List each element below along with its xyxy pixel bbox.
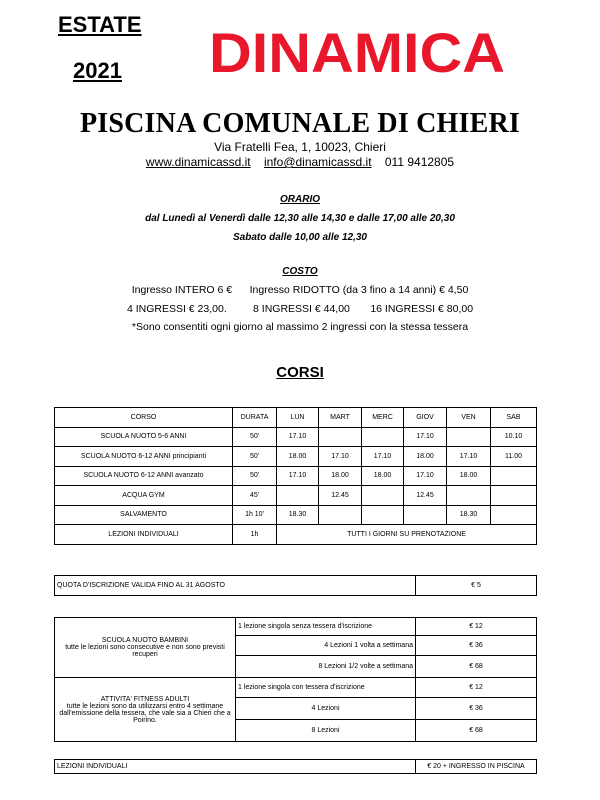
individual-schedule: TUTTI I GIORNI SU PRENOTAZIONE [277,525,537,545]
col-header: MART [319,408,362,428]
col-header: LUN [277,408,319,428]
table-cell: 1h 10' [233,505,277,525]
table-cell: 50' [233,466,277,486]
quota-row [55,576,537,596]
table-cell [277,486,319,506]
costo-heading: COSTO [282,266,318,277]
corsi-heading: CORSI [276,364,324,381]
orario-heading: ORARIO [280,194,320,205]
option-label: 8 Lezioni [236,720,416,742]
col-header: MERC [362,408,404,428]
table-cell: 18.30 [447,505,491,525]
costo-8-ingressi: 8 INGRESSI € 44,00 [253,303,350,315]
orario-saturday: Sabato dalle 10,00 alle 12,30 [233,232,367,243]
table-cell: 18.00 [362,466,404,486]
prices-table [54,575,537,774]
table-cell [319,505,362,525]
course-name: SCUOLA NUOTO 6-12 ANNI principianti [55,447,233,467]
website-link[interactable]: www.dinamicassd.it [145,155,251,169]
contact-line [0,155,600,169]
table-cell: 17.10 [404,466,447,486]
bambini-desc: tutte le lezioni sono consecutive e non sono previsti recuperi [65,644,225,658]
course-name: SALVAMENTO [55,505,233,525]
table-cell: 17.10 [277,466,319,486]
quota-price: € 5 [416,576,537,596]
col-header: GIOV [404,408,447,428]
costo-ridotto: Ingresso RIDOTTO (da 3 fino a 14 anni) € 4,50 [249,284,469,296]
individual-price-row [55,760,537,774]
table-cell: 10.10 [491,427,537,447]
table-cell [362,427,404,447]
option-price: € 12 [416,618,537,636]
table-cell: 17.10 [447,447,491,467]
table-cell [362,505,404,525]
table-cell: 18.00 [319,466,362,486]
course-name: SCUOLA NUOTO 6-12 ANNI avanzato [55,466,233,486]
page-title: PISCINA COMUNALE DI CHIERI [79,108,521,139]
costo-16-ingressi: 16 INGRESSI € 80,00 [370,303,474,315]
table-cell [362,486,404,506]
orario-weekdays: dal Lunedì al Venerdì dalle 12,30 alle 14,30 e dalle 17,00 alle 20,30 [145,213,455,224]
season-label: ESTATE [58,12,142,37]
table-cell: 1h [233,525,277,545]
table-cell [447,427,491,447]
table-row [55,427,537,447]
adulti-title: ATTIVITA' FITNESS ADULTI [100,695,190,703]
address: Via Fratelli Fea, 1, 10023, Chieri [214,140,386,154]
option-label: 1 lezione singola senza tessera d'iscrizione [236,618,416,636]
table-cell [447,486,491,506]
option-price: € 68 [416,656,537,678]
option-price: € 12 [416,678,537,698]
option-price: € 36 [416,698,537,720]
table-cell [404,505,447,525]
table-cell [319,427,362,447]
option-label: 4 Lezioni 1 volta a settimana [236,636,416,656]
table-row [55,447,537,467]
option-label: 8 Lezioni 1/2 volte a settimana [236,656,416,678]
phone-number: 011 9412805 [384,155,455,169]
table-row [55,505,537,525]
col-header: CORSO [55,408,233,428]
table-cell: 18.00 [404,447,447,467]
costo-line2 [0,303,600,315]
table-cell: 50' [233,427,277,447]
option-price: € 36 [416,636,537,656]
course-name: LEZIONI INDIVIDUALI [55,525,233,545]
option-label: 4 Lezioni [236,698,416,720]
schedule-header-row [55,408,537,428]
season-year: 2021 [73,58,122,83]
table-cell: 17.10 [277,427,319,447]
table-cell: 11.00 [491,447,537,467]
costo-line1 [0,284,600,296]
table-cell: 18.00 [447,466,491,486]
bambini-desc-cell [55,618,236,678]
bambini-option-row [55,618,537,636]
quota-label: QUOTA D'ISCRIZIONE VALIDA FINO AL 31 AGOSTO [55,576,416,596]
course-name: ACQUA GYM [55,486,233,506]
table-cell: 17.10 [362,447,404,467]
col-header: DURATA [233,408,277,428]
dinamica-logo [207,28,507,78]
table-cell [491,486,537,506]
table-cell: 45' [233,486,277,506]
table-row [55,486,537,506]
adulti-option-row [55,678,537,698]
costo-4-ingressi: 4 INGRESSI € 23,00. [126,303,227,315]
table-cell [491,505,537,525]
individual-label: LEZIONI INDIVIDUALI [55,760,416,774]
table-cell: 50' [233,447,277,467]
option-price: € 68 [416,720,537,742]
table-cell [491,466,537,486]
adulti-desc: tutte le lezioni sono da utilizzarsi entro 4 settimane dall'emissione della tessera, che vale sia a Chieri che a Poirino. [59,702,231,724]
adulti-desc-cell [55,678,236,742]
costo-intero: Ingresso INTERO 6 € [131,284,233,296]
schedule-table [54,407,537,545]
bambini-title: SCUOLA NUOTO BAMBINI [101,637,189,644]
table-cell: 12.45 [319,486,362,506]
course-name: SCUOLA NUOTO 5-6 ANNI [55,427,233,447]
costo-note: *Sono consentiti ogni giorno al massimo 2 ingressi con la stessa tessera [131,321,469,333]
table-cell: 18.30 [277,505,319,525]
table-cell: 17.10 [319,447,362,467]
col-header: SAB [491,408,537,428]
option-label: 1 lezione singola con tessera d'iscrizione [236,678,416,698]
col-header: VEN [447,408,491,428]
table-row-individual [55,525,537,545]
table-row [55,466,537,486]
individual-price: € 20 + INGRESSO IN PISCINA [416,760,537,774]
table-cell: 17.10 [404,427,447,447]
dinamica-logo-text: DINAMICA [209,28,505,78]
table-cell: 12.45 [404,486,447,506]
email-link[interactable]: info@dinamicassd.it [263,155,372,169]
table-cell: 18.00 [277,447,319,467]
